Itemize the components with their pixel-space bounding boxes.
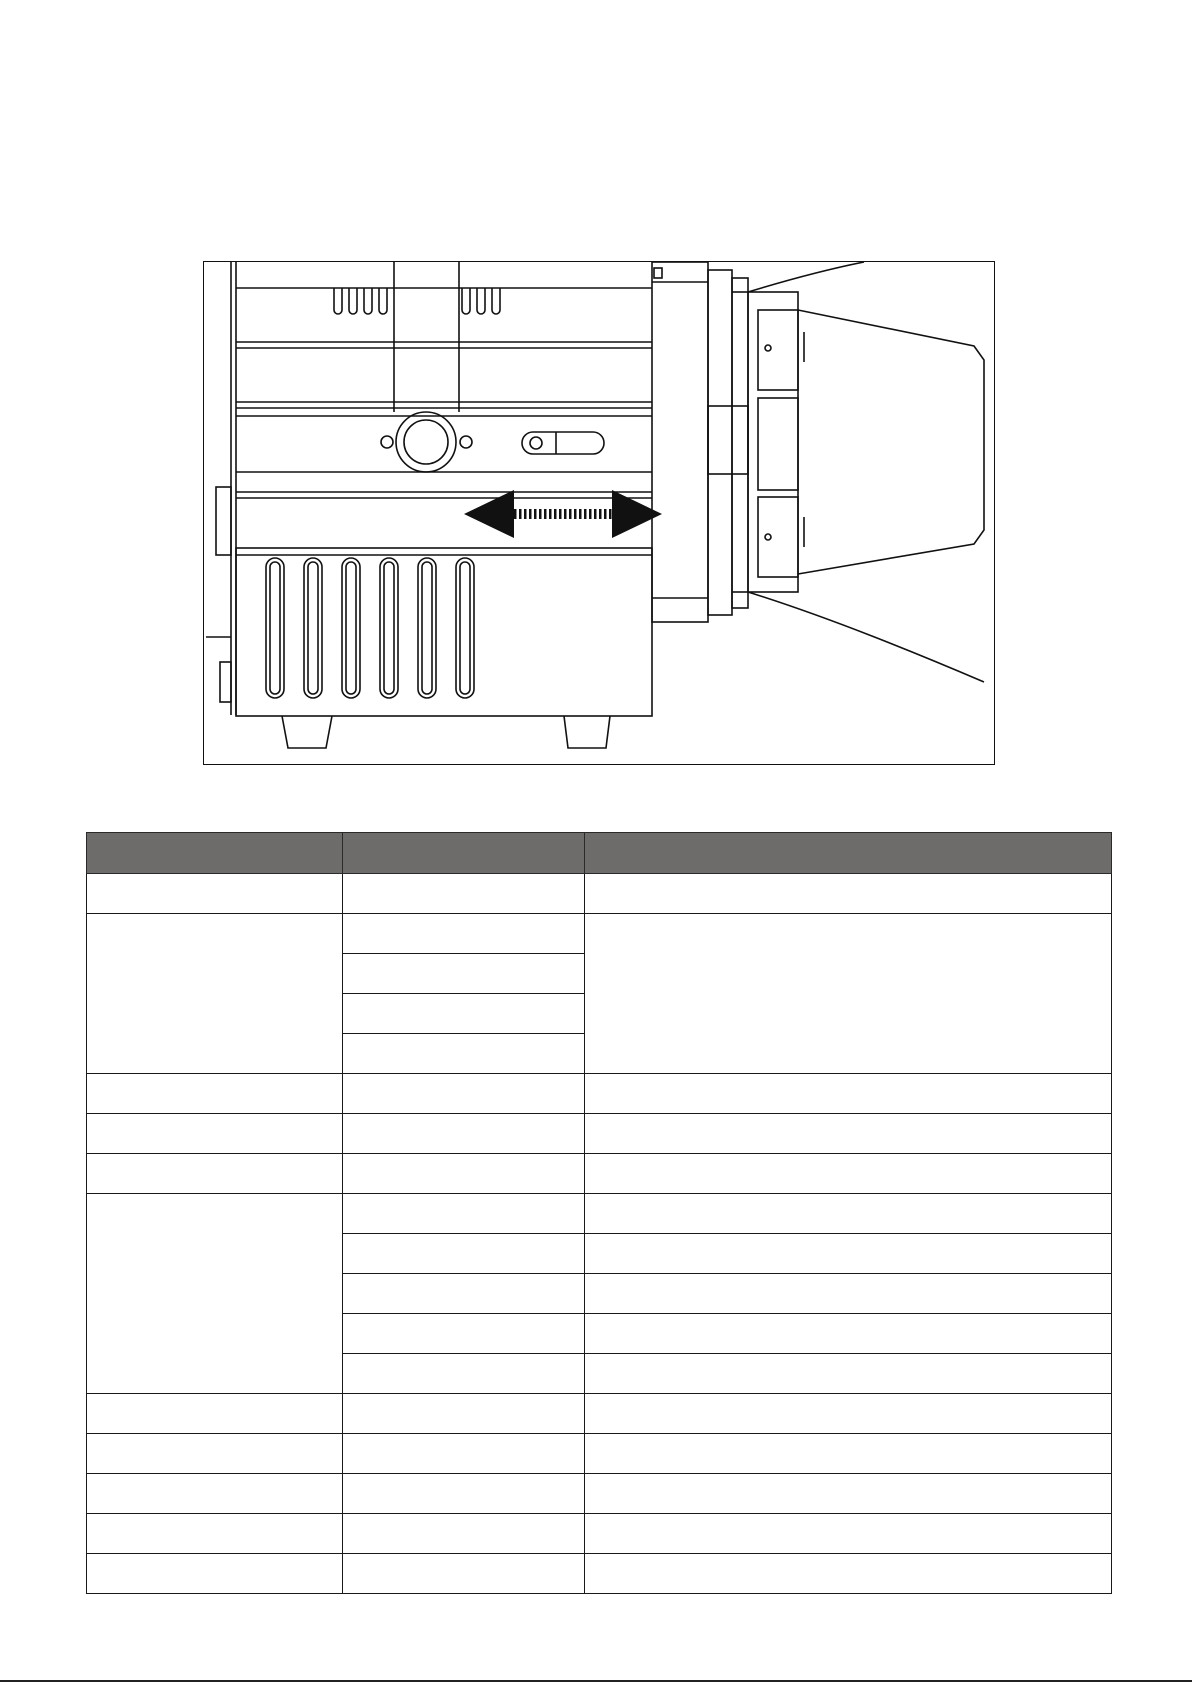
table-cell: [87, 1434, 343, 1474]
table-cell: [585, 1074, 1112, 1114]
table-cell: [87, 1114, 343, 1154]
table-row: [87, 874, 1112, 914]
table-cell: [343, 1434, 585, 1474]
table-cell: [343, 1234, 585, 1274]
table-cell: [343, 1314, 585, 1354]
table-cell: [343, 954, 585, 994]
table-cell: [343, 1074, 585, 1114]
table-row: [87, 1194, 1112, 1234]
table-cell: [87, 1514, 343, 1554]
table-cell: [585, 1114, 1112, 1154]
table-cell: [585, 1434, 1112, 1474]
table-cell: [585, 1314, 1112, 1354]
table-cell: [343, 1554, 585, 1594]
table-cell: [343, 1034, 585, 1074]
table-row: [87, 1554, 1112, 1594]
table-cell: [87, 1394, 343, 1434]
table-row: [87, 1114, 1112, 1154]
table-cell: [585, 1154, 1112, 1194]
table-cell: [87, 1194, 343, 1394]
table-cell: [343, 1274, 585, 1314]
table-row: [87, 1074, 1112, 1114]
table-cell: [87, 1554, 343, 1594]
table-header-row: [87, 833, 1112, 874]
product-diagram: [203, 261, 995, 765]
spec-table: [86, 832, 1112, 1594]
table-cell: [585, 1474, 1112, 1514]
table-row: [87, 1474, 1112, 1514]
table-header-cell: [585, 833, 1112, 874]
table-cell: [343, 994, 585, 1034]
table-cell: [585, 1554, 1112, 1594]
table-cell: [87, 914, 343, 1074]
table-cell: [343, 1514, 585, 1554]
stage-light-side-view-icon: [204, 262, 993, 763]
table-cell: [585, 914, 1112, 1074]
table-cell: [585, 1234, 1112, 1274]
table-row: [87, 1434, 1112, 1474]
table-cell: [585, 1354, 1112, 1394]
table-cell: [343, 1194, 585, 1234]
table-row: [87, 1154, 1112, 1194]
table-cell: [585, 1194, 1112, 1234]
table-row: [87, 1514, 1112, 1554]
page-bottom-rule: [0, 1680, 1192, 1682]
table-cell: [343, 1474, 585, 1514]
table-cell: [87, 1154, 343, 1194]
table-cell: [585, 1274, 1112, 1314]
table-cell: [343, 914, 585, 954]
table-cell: [585, 1514, 1112, 1554]
table-cell: [87, 874, 343, 914]
table-cell: [343, 1394, 585, 1434]
table-cell: [343, 874, 585, 914]
table-cell: [585, 1394, 1112, 1434]
table-cell: [87, 1074, 343, 1114]
table-header-cell: [343, 833, 585, 874]
table-cell: [343, 1154, 585, 1194]
table-header-cell: [87, 833, 343, 874]
table-cell: [87, 1474, 343, 1514]
table-row: [87, 1394, 1112, 1434]
table-cell: [343, 1354, 585, 1394]
table-row: [87, 914, 1112, 954]
table-cell: [343, 1114, 585, 1154]
table-cell: [585, 874, 1112, 914]
